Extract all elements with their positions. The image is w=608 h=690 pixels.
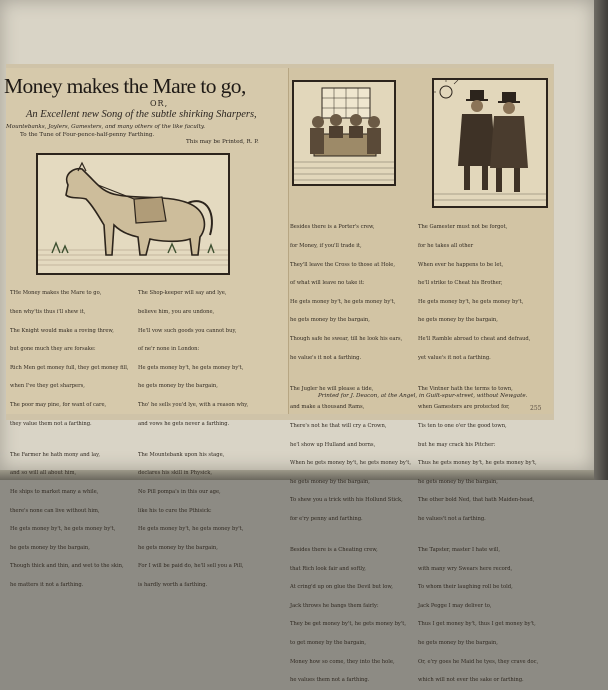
gentlemen-illustration — [434, 80, 546, 206]
verse-line: he values them not a farthing. — [290, 677, 370, 684]
verse-line: The Gamester must not be forgot, — [418, 224, 508, 231]
verse-line: The Knight would make a roving threw, — [10, 327, 114, 334]
verse-line: declares his skill in Physick, — [138, 470, 213, 477]
verse-line: he value's it not a farthing. — [290, 354, 362, 361]
horse-woodcut — [36, 153, 230, 275]
broadside-sub-subtitle: Mountebanks, Joylers, Gamesters, and many others of the like faculty. — [6, 124, 206, 130]
verse-column-1 — [10, 278, 129, 594]
verse-line: but he may crack his Pitcher: — [418, 441, 496, 448]
verse-column-4 — [418, 212, 538, 690]
verse-line: there's none can live without him, — [10, 507, 100, 514]
verse-line: He ships to market many a while, — [10, 488, 99, 495]
verse-line: when I've they get sharpers, — [10, 383, 85, 390]
page-number: 255 — [530, 405, 542, 412]
verse-line: he'll strike to Cheat his Brother, — [418, 280, 503, 287]
verse-line: like his to cure the Pthisick: — [138, 507, 212, 514]
verse-line: Thus I get money by't, thus I get money by't, — [418, 621, 536, 628]
verse-line: To whom their laughing roll be told, — [418, 584, 513, 591]
book-spine — [594, 0, 608, 480]
verse-line: He'll Ramble abroad to cheat and defraud, — [418, 336, 531, 343]
verse-line: Tis ten to one o'er the good town, — [418, 422, 507, 429]
verse-line: when Gamesters are protected for, — [418, 404, 510, 411]
verse-line: Money how so come, they into the hole, — [290, 658, 395, 665]
verse-line: Besides there is a Cheating crew, — [290, 546, 378, 553]
verse-line: which will not ever the sake or farthing. — [418, 677, 524, 684]
printer-imprint: Printed for J. Deacon, at the Angel, in Guilt-spur-street, without Newgate. — [318, 393, 528, 399]
verse-line: The Farmer he hath mony and lay, — [10, 451, 101, 458]
verse-line: Or, e'ry goes he Maid he tyes, they crave doc, — [418, 658, 539, 665]
verse-line: The poor may pine, for want of care, — [10, 402, 107, 409]
verse-line: Jack throws he bangs them fairly: — [290, 602, 379, 609]
verse-line: believe him, you are undone, — [138, 309, 215, 316]
verse-line: No Pill pompa's in this our age, — [138, 488, 221, 495]
verse-line: He gets money by't, he gets money by't, — [138, 526, 244, 533]
verse-line: and vows he gets never a farthing. — [138, 420, 230, 427]
verse-line: Though safe he swear, till he look his ears, — [290, 336, 403, 343]
verse-line: He gets money by't, he gets money by't, — [10, 526, 116, 533]
verse-line: he gets money by the bargain, — [10, 544, 90, 551]
verse-line: he matters it not a farthing. — [10, 581, 84, 588]
horse-illustration — [38, 155, 228, 273]
verse-line: At cring'd up on glue the Devil but low, — [290, 584, 393, 591]
verse-line: For I will be paid do, he'll sell you a Pill, — [138, 563, 244, 570]
verse-line: he gets money by the bargain, — [290, 317, 370, 324]
verse-line: to get money by the bargain, — [290, 640, 367, 647]
verse-line: When he gets money by't, he gets money by't, — [290, 460, 411, 467]
verse-line: THe Money makes the Mare to go, — [10, 290, 102, 297]
verse-line: They be get money by't, he gets money by't, — [290, 621, 406, 628]
broadside-title: Money makes the Mare to go, — [4, 74, 246, 98]
verse-line: The Vintner hath the terms to town, — [418, 385, 513, 392]
verse-line: He gets money by't, he gets money by't, — [418, 298, 524, 305]
verse-line: of ne'r none in London: — [138, 346, 200, 353]
verse-line: for e'ry penny and farthing. — [290, 515, 363, 522]
verse-line: for he takes all other — [418, 243, 474, 250]
verse-line: The Shop-keeper will say and lye, — [138, 290, 227, 297]
verse-line: They'll leave the Cross to those at Hole, — [290, 261, 395, 268]
verse-line: Thus he gets money by't, he gets money by't, — [418, 460, 537, 467]
verse-line: He gets money by't, he gets money by't, — [290, 298, 396, 305]
licence-note: This may be Printed, R. P. — [186, 139, 259, 145]
verse-column-2 — [138, 278, 248, 594]
verse-column-3 — [290, 212, 411, 690]
gamblers-woodcut — [292, 80, 396, 186]
or-line: OR, — [150, 99, 169, 108]
broadside-subtitle: An Excellent new Song of the subtle shirking Sharpers, — [26, 109, 257, 120]
verse-line: of what will leave no take it: — [290, 280, 365, 287]
verse-line: and make a thousand Rams, — [290, 404, 365, 411]
tune-line: To the Tune of Four-pence-half-penny Farthing. — [20, 132, 155, 138]
verse-line: he gets money by the bargain, — [418, 317, 498, 324]
verse-line: The Tapster, master I hate will, — [418, 546, 500, 553]
verse-line: The Jugler he will please a tide, — [290, 385, 374, 392]
verse-line: with many wry Swears here record, — [418, 565, 513, 572]
verse-line: they value them not a farthing. — [10, 420, 92, 427]
verse-line: The Mountebank upon his stage, — [138, 451, 225, 458]
verse-line: he gets money by the bargain, — [290, 478, 370, 485]
verse-line: for Money, if you'll trade it, — [290, 243, 362, 250]
verse-line: There's not he that will cry a Crown, — [290, 422, 387, 429]
verse-line: he gets money by the bargain, — [418, 640, 498, 647]
verse-line: but gone much they are forsake: — [10, 346, 96, 353]
verse-line: He gets money by't, he gets money by't, — [138, 364, 244, 371]
verse-line: To shew you a trick with his Hollund Stick, — [290, 497, 403, 504]
verse-line: He'll vow such goods you cannot buy, — [138, 327, 237, 334]
verse-line: that Rich look fair and softly, — [290, 565, 366, 572]
verse-line: then why'tis thus i'll shew it, — [10, 309, 86, 316]
verse-line: Tho' he sells you'd lye, with a reason why, — [138, 402, 249, 409]
verse-line: he gets money by the bargain, — [138, 383, 218, 390]
verse-line: he values't not a farthing. — [418, 515, 486, 522]
verse-line: Jack Pegge I may deliver to, — [418, 602, 492, 609]
verse-line: Besides there is a Porter's crew, — [290, 224, 375, 231]
verse-line: When ever he happens to be let, — [418, 261, 504, 268]
verse-line: he gets money by the bargain, — [418, 478, 498, 485]
verse-line: Rich Men get money full, they get money fill, — [10, 364, 129, 371]
verse-line: he gets money by the bargain, — [138, 544, 218, 551]
verse-line: and so will all about him, — [10, 470, 77, 477]
verse-line: The other bold Ned, that hath Maiden-head, — [418, 497, 535, 504]
verse-line: Though thick and thin, and wet to the skin, — [10, 563, 124, 570]
gentlemen-woodcut — [432, 78, 548, 208]
gamblers-illustration — [294, 82, 394, 184]
verse-line: yet value's it not a farthing. — [418, 354, 491, 361]
verse-line: he'l show up Hulland and borns, — [290, 441, 376, 448]
verse-line: is hardly worth a farthing. — [138, 581, 208, 588]
